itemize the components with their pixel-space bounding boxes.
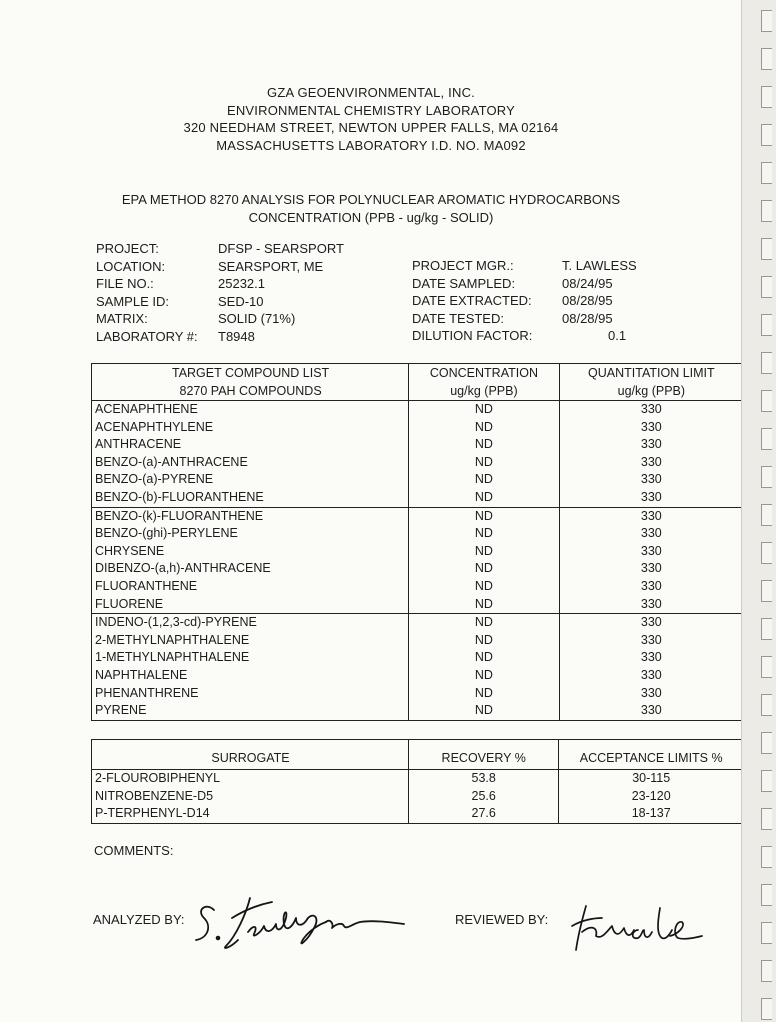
binder-tab bbox=[761, 238, 772, 260]
project-info-label: DATE EXTRACTED: bbox=[412, 293, 532, 308]
lab-id: MASSACHUSETTS LABORATORY I.D. NO. MA092 bbox=[216, 137, 526, 153]
company-name: GZA GEOENVIRONMENTAL, INC. bbox=[267, 85, 475, 100]
quantitation-limit: 330 bbox=[640, 578, 662, 593]
sample-info-value: DFSP - SEARSPORT bbox=[218, 241, 344, 256]
quantitation-limit: 330 bbox=[640, 543, 662, 558]
project-info-value: 08/28/95 bbox=[562, 310, 613, 326]
binder-tab bbox=[761, 884, 772, 906]
table-row bbox=[92, 489, 744, 507]
sample-info-label: FILE NO.: bbox=[96, 276, 154, 291]
quantitation-limit: 330 bbox=[640, 667, 662, 682]
table-row bbox=[92, 401, 744, 419]
table-row bbox=[92, 596, 744, 614]
table-row bbox=[92, 805, 744, 823]
project-info-value: 0.1 bbox=[608, 328, 627, 343]
project-info-row bbox=[412, 327, 637, 345]
compound-name: DIBENZO-(a,h)-ANTHRACENE bbox=[92, 560, 409, 578]
concentration-value: ND bbox=[409, 596, 560, 614]
binder-tab bbox=[761, 694, 772, 716]
compound-name: CHRYSENE bbox=[92, 543, 409, 561]
binder-tab bbox=[761, 390, 772, 412]
compound-name: BENZO-(k)-FLUORANTHENE bbox=[92, 507, 409, 525]
binder-tab bbox=[761, 428, 772, 450]
sample-info-row bbox=[96, 275, 344, 293]
table-row bbox=[92, 560, 744, 578]
compound-name: BENZO-(a)-PYRENE bbox=[92, 471, 409, 489]
concentration-value: ND bbox=[409, 436, 560, 454]
concentration-value: ND bbox=[409, 702, 560, 720]
table-header-row bbox=[92, 364, 744, 401]
binder-tab bbox=[761, 162, 772, 184]
concentration-value: ND bbox=[409, 401, 560, 419]
table-row bbox=[92, 649, 744, 667]
recovery-column-header: RECOVERY % bbox=[409, 740, 559, 770]
table-row bbox=[92, 614, 744, 632]
project-info-row bbox=[412, 275, 637, 293]
lab-address: 320 NEEDHAM STREET, NEWTON UPPER FALLS, MA 02164 bbox=[183, 120, 559, 135]
sample-info-label: MATRIX: bbox=[96, 311, 148, 326]
recovery-value: 27.6 bbox=[409, 805, 559, 823]
compound-name: FLUORANTHENE bbox=[92, 578, 409, 596]
sample-info-value: 25232.1 bbox=[218, 276, 265, 291]
concentration-value: ND bbox=[409, 632, 560, 650]
binder-tab bbox=[761, 808, 772, 830]
sample-info-label: LABORATORY #: bbox=[96, 328, 198, 344]
table-row bbox=[92, 419, 744, 437]
quantitation-column-header: QUANTITATION LIMIT ug/kg (PPB) bbox=[559, 364, 743, 401]
concentration-value: ND bbox=[409, 507, 560, 525]
sample-info-value: SEARSPORT, ME bbox=[218, 258, 324, 274]
table-row bbox=[92, 525, 744, 543]
surrogate-name: NITROBENZENE-D5 bbox=[92, 788, 409, 806]
quantitation-limit: 330 bbox=[640, 402, 662, 416]
sample-info-left bbox=[96, 240, 344, 345]
project-info-label: DILUTION FACTOR: bbox=[412, 328, 533, 343]
binder-tab bbox=[761, 10, 772, 32]
binder-tab bbox=[761, 998, 772, 1020]
compound-name: BENZO-(a)-ANTHRACENE bbox=[92, 454, 409, 472]
compound-name: ANTHRACENE bbox=[92, 436, 409, 454]
compound-name: INDENO-(1,2,3-cd)-PYRENE bbox=[92, 614, 409, 632]
concentration-value: ND bbox=[409, 667, 560, 685]
concentration-value: ND bbox=[409, 578, 560, 596]
compound-name: BENZO-(b)-FLUORANTHENE bbox=[92, 489, 409, 507]
table-row bbox=[92, 454, 744, 472]
sample-info-value: SED-10 bbox=[218, 293, 264, 309]
reviewed-by-label: REVIEWED BY: bbox=[455, 912, 549, 927]
sample-info-row bbox=[96, 258, 344, 276]
method-title: EPA METHOD 8270 ANALYSIS FOR POLYNUCLEAR AROMATIC HYDROCARBONS bbox=[121, 192, 621, 207]
binder-tab bbox=[761, 656, 772, 678]
sample-info-right bbox=[412, 257, 637, 345]
table-row bbox=[92, 507, 744, 525]
acceptance-limits: 23-120 bbox=[631, 788, 671, 803]
binder-tab bbox=[761, 580, 772, 602]
quantitation-limit: 330 bbox=[640, 650, 662, 665]
compound-name: 1-METHYLNAPHTHALENE bbox=[92, 649, 409, 667]
quantitation-limit: 330 bbox=[640, 615, 662, 630]
table-row bbox=[92, 471, 744, 489]
concentration-units: CONCENTRATION (PPB - ug/kg - SOLID) bbox=[248, 209, 494, 225]
quantitation-limit: 330 bbox=[640, 419, 662, 434]
concentration-value: ND bbox=[409, 454, 560, 472]
concentration-value: ND bbox=[409, 419, 560, 437]
project-info-label: DATE TESTED: bbox=[412, 310, 504, 326]
project-info-row bbox=[412, 310, 637, 328]
analyst-signature bbox=[192, 888, 407, 958]
quantitation-limit: 330 bbox=[640, 703, 662, 718]
quantitation-limit: 330 bbox=[640, 526, 662, 541]
concentration-value: ND bbox=[409, 489, 560, 507]
recovery-value: 25.6 bbox=[409, 788, 559, 806]
binder-tab bbox=[761, 922, 772, 944]
surrogate-name: P-TERPHENYL-D14 bbox=[92, 805, 409, 823]
compound-name: BENZO-(ghi)-PERYLENE bbox=[92, 525, 409, 543]
quantitation-limit: 330 bbox=[559, 596, 743, 614]
table-row bbox=[92, 632, 744, 650]
table-row bbox=[92, 578, 744, 596]
comments-label: COMMENTS: bbox=[94, 843, 174, 858]
project-info-value: 08/24/95 bbox=[562, 275, 613, 291]
concentration-value: ND bbox=[409, 543, 560, 561]
binder-tab bbox=[761, 86, 772, 108]
concentration-value: ND bbox=[409, 525, 560, 543]
compound-name: PYRENE bbox=[92, 702, 409, 720]
surrogate-column-header: SURROGATE bbox=[92, 740, 409, 770]
concentration-value: ND bbox=[409, 649, 560, 667]
quantitation-limit: 330 bbox=[640, 561, 662, 576]
table-row bbox=[92, 770, 744, 788]
concentration-value: ND bbox=[409, 685, 560, 703]
binder-tab bbox=[761, 960, 772, 982]
quantitation-limit: 330 bbox=[640, 437, 662, 452]
binder-tab bbox=[761, 732, 772, 754]
concentration-value: ND bbox=[409, 614, 560, 632]
sample-info-label: PROJECT: bbox=[96, 241, 159, 256]
binder-tab bbox=[761, 124, 772, 146]
sample-info-row bbox=[96, 240, 344, 258]
binder-tab bbox=[761, 276, 772, 298]
compound-column-header: TARGET COMPOUND LIST 8270 PAH COMPOUNDS bbox=[92, 364, 409, 401]
table-header-row bbox=[92, 740, 744, 770]
quantitation-limit: 330 bbox=[640, 685, 662, 700]
compound-name: FLUORENE bbox=[92, 596, 409, 614]
pah-results-table bbox=[91, 363, 744, 721]
acceptance-limits: 18-137 bbox=[631, 806, 671, 821]
table-row bbox=[92, 702, 744, 720]
lab-name: ENVIRONMENTAL CHEMISTRY LABORATORY bbox=[226, 102, 516, 118]
quantitation-limit: 330 bbox=[640, 472, 662, 487]
binder-tab bbox=[761, 542, 772, 564]
sample-info-row bbox=[96, 293, 344, 311]
project-info-value: 08/28/95 bbox=[562, 293, 613, 308]
concentration-value: ND bbox=[409, 560, 560, 578]
sample-info-value: SOLID (71%) bbox=[218, 311, 296, 326]
table-row bbox=[92, 436, 744, 454]
compound-name: 2-METHYLNAPHTHALENE bbox=[92, 632, 409, 650]
acceptance-limits: 30-115 bbox=[632, 771, 671, 785]
binder-tab bbox=[761, 618, 772, 640]
project-info-label: DATE SAMPLED: bbox=[412, 275, 516, 291]
recovery-value: 53.8 bbox=[409, 770, 559, 788]
project-info-row bbox=[412, 292, 637, 310]
table-row bbox=[92, 543, 744, 561]
binder-tab bbox=[761, 504, 772, 526]
reviewer-signature bbox=[568, 896, 708, 956]
compound-name: ACENAPHTHENE bbox=[92, 401, 409, 419]
binder-tab bbox=[761, 466, 772, 488]
binder-edge bbox=[741, 0, 776, 1022]
sample-info-row bbox=[96, 310, 344, 328]
project-info-row bbox=[412, 257, 637, 275]
binder-tab bbox=[761, 846, 772, 868]
compound-name: PHENANTHRENE bbox=[92, 685, 409, 703]
sample-info-label: SAMPLE ID: bbox=[96, 293, 169, 309]
binder-tab bbox=[761, 48, 772, 70]
concentration-column-header: CONCENTRATION ug/kg (PPB) bbox=[409, 364, 560, 401]
sample-info-label: LOCATION: bbox=[96, 258, 166, 274]
project-info-label: PROJECT MGR.: bbox=[412, 258, 514, 273]
acceptance-column-header: ACCEPTANCE LIMITS % bbox=[559, 740, 744, 770]
sample-info-value: T8948 bbox=[218, 328, 255, 344]
compound-name: ACENAPHTHYLENE bbox=[92, 419, 409, 437]
table-row bbox=[92, 685, 744, 703]
surrogate-table bbox=[91, 739, 744, 824]
project-info-value: T. LAWLESS bbox=[562, 258, 637, 273]
binder-tab bbox=[761, 314, 772, 336]
quantitation-limit: 330 bbox=[640, 632, 662, 647]
compound-name: NAPHTHALENE bbox=[92, 667, 409, 685]
sample-info-row bbox=[96, 328, 344, 346]
surrogate-name: 2-FLOUROBIPHENYL bbox=[92, 770, 409, 788]
quantitation-limit: 330 bbox=[640, 454, 662, 469]
binder-tab bbox=[761, 200, 772, 222]
quantitation-limit: 330 bbox=[640, 508, 662, 523]
analyzed-by-label: ANALYZED BY: bbox=[93, 912, 185, 927]
concentration-value: ND bbox=[409, 471, 560, 489]
table-row bbox=[92, 667, 744, 685]
lab-header bbox=[0, 84, 742, 154]
quantitation-limit: 330 bbox=[559, 489, 743, 507]
binder-tab bbox=[761, 352, 772, 374]
report-title bbox=[0, 191, 742, 226]
table-row bbox=[92, 788, 744, 806]
binder-tab bbox=[761, 770, 772, 792]
